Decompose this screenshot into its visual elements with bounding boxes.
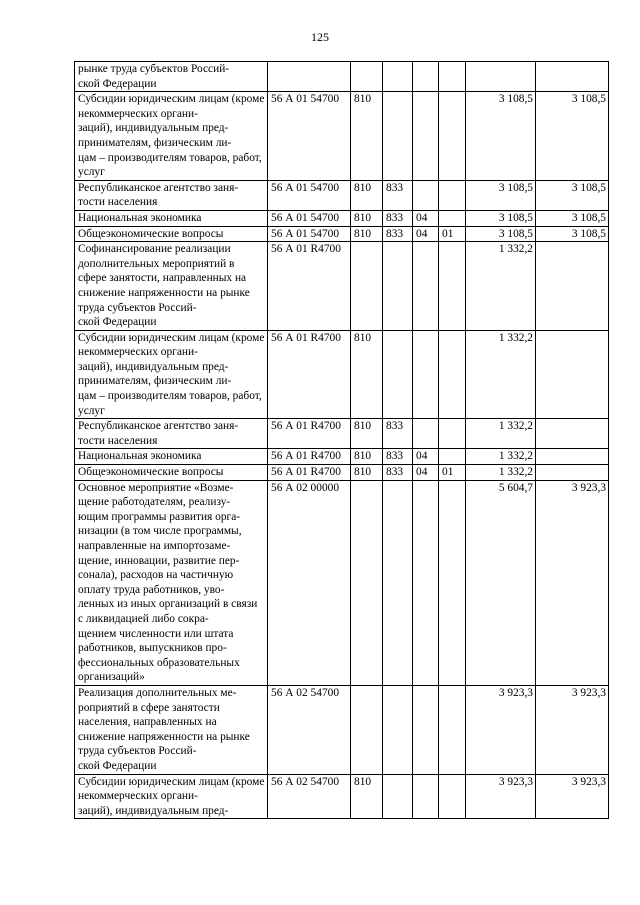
amount-year1-cell: 1 332,2 [466,465,536,481]
ministry-code-cell: 810 [351,465,383,481]
expense-type-cell [439,449,466,465]
target-article-cell [268,62,351,92]
section-code-cell: 833 [383,226,413,242]
expense-type-cell [439,242,466,331]
section-code-cell [383,62,413,92]
amount-year2-cell [536,465,609,481]
amount-year1-cell: 1 332,2 [466,419,536,449]
subsection-code-cell [413,330,439,419]
amount-year2-cell: 3 923,3 [536,774,609,819]
expense-type-cell [439,330,466,419]
amount-year1-cell: 3 923,3 [466,685,536,774]
table-row [75,330,609,419]
row-name-cell: Основное мероприятие «Возме- щение работодателям, реализу- ющим программы развития орга- низации (в том числе программы, направленные на импортозаме- щение, инновации, развитие пер- сонала), расходов на частичную оплату труда работников, уво- ленных из иных организаций в связи с ликвидацией либо сокра- щением численности или штата работников, выпускников про- фессиональных образовательных организаций» [75,480,268,685]
section-code-cell [383,242,413,331]
ministry-code-cell [351,685,383,774]
row-name-cell: Субсидии юридическим лицам (кроме некоммерческих органи- заций), индивидуальным пред- принимателям, физическим ли- цам – производителям товаров, работ, услуг [75,330,268,419]
subsection-code-cell [413,62,439,92]
ministry-code-cell: 810 [351,449,383,465]
table-row [75,210,609,226]
amount-year2-cell: 3 108,5 [536,92,609,181]
subsection-code-cell [413,685,439,774]
section-code-cell: 833 [383,419,413,449]
expense-type-cell [439,685,466,774]
section-code-cell: 833 [383,465,413,481]
amount-year1-cell: 1 332,2 [466,449,536,465]
amount-year2-cell [536,242,609,331]
table-row [75,685,609,774]
table-row [75,180,609,210]
expense-type-cell [439,180,466,210]
subsection-code-cell: 04 [413,226,439,242]
row-name-cell: Национальная экономика [75,210,268,226]
table-row [75,226,609,242]
amount-year1-cell: 3 108,5 [466,180,536,210]
amount-year1-cell: 1 332,2 [466,242,536,331]
target-article-cell: 56 А 01 54700 [268,226,351,242]
section-code-cell: 833 [383,210,413,226]
amount-year2-cell: 3 923,3 [536,480,609,685]
row-name-cell: Реализация дополнительных ме- роприятий в сфере занятости населения, направленных на снижение напряженности на рынке труда субъектов Россий- ской Федерации [75,685,268,774]
section-code-cell [383,92,413,181]
subsection-code-cell: 04 [413,449,439,465]
row-name-cell: Субсидии юридическим лицам (кроме некоммерческих органи- заций), индивидуальным пред- [75,774,268,819]
table-row [75,774,609,819]
ministry-code-cell: 810 [351,180,383,210]
table-row [75,449,609,465]
amount-year2-cell [536,62,609,92]
amount-year2-cell: 3 108,5 [536,210,609,226]
subsection-code-cell: 04 [413,465,439,481]
subsection-code-cell [413,480,439,685]
amount-year2-cell: 3 108,5 [536,180,609,210]
amount-year1-cell: 1 332,2 [466,330,536,419]
expense-type-cell [439,92,466,181]
row-name-cell: Республиканское агентство заня- тости населения [75,419,268,449]
target-article-cell: 56 А 01 54700 [268,180,351,210]
ministry-code-cell: 810 [351,330,383,419]
amount-year1-cell [466,62,536,92]
amount-year1-cell: 3 108,5 [466,92,536,181]
amount-year2-cell [536,419,609,449]
table-row [75,62,609,92]
subsection-code-cell [413,92,439,181]
target-article-cell: 56 А 01 R4700 [268,242,351,331]
table-row [75,465,609,481]
section-code-cell [383,330,413,419]
ministry-code-cell: 810 [351,210,383,226]
subsection-code-cell: 04 [413,210,439,226]
ministry-code-cell [351,242,383,331]
amount-year2-cell [536,449,609,465]
target-article-cell: 56 А 02 54700 [268,685,351,774]
target-article-cell: 56 А 01 R4700 [268,465,351,481]
expense-type-cell: 01 [439,226,466,242]
row-name-cell: Республиканское агентство заня- тости населения [75,180,268,210]
section-code-cell [383,774,413,819]
target-article-cell: 56 А 01 R4700 [268,330,351,419]
section-code-cell: 833 [383,180,413,210]
expense-type-cell [439,210,466,226]
table-row [75,419,609,449]
ministry-code-cell [351,62,383,92]
subsection-code-cell [413,419,439,449]
row-name-cell: Софинансирование реализации дополнительных мероприятий в сфере занятости, направленных на снижение напряженности на рынке труда субъектов Россий- ской Федерации [75,242,268,331]
budget-table [74,61,609,819]
page-number: 125 [311,30,329,44]
expense-type-cell [439,774,466,819]
amount-year1-cell: 3 923,3 [466,774,536,819]
section-code-cell [383,685,413,774]
subsection-code-cell [413,242,439,331]
expense-type-cell [439,419,466,449]
subsection-code-cell [413,774,439,819]
row-name-cell: Национальная экономика [75,449,268,465]
row-name-cell: рынке труда субъектов Россий- ской Федерации [75,62,268,92]
amount-year2-cell [536,330,609,419]
table-row [75,242,609,331]
table-row [75,92,609,181]
target-article-cell: 56 А 02 54700 [268,774,351,819]
target-article-cell: 56 А 01 R4700 [268,419,351,449]
amount-year1-cell: 3 108,5 [466,210,536,226]
row-name-cell: Общеэкономические вопросы [75,226,268,242]
row-name-cell: Субсидии юридическим лицам (кроме некоммерческих органи- заций), индивидуальным пред- принимателям, физическим ли- цам – производителям товаров, работ, услуг [75,92,268,181]
target-article-cell: 56 А 02 00000 [268,480,351,685]
expense-type-cell [439,62,466,92]
target-article-cell: 56 А 01 54700 [268,210,351,226]
amount-year1-cell: 3 108,5 [466,226,536,242]
target-article-cell: 56 А 01 54700 [268,92,351,181]
section-code-cell: 833 [383,449,413,465]
table-body [75,62,609,819]
section-code-cell [383,480,413,685]
amount-year2-cell: 3 108,5 [536,226,609,242]
table-row [75,480,609,685]
expense-type-cell: 01 [439,465,466,481]
ministry-code-cell: 810 [351,226,383,242]
subsection-code-cell [413,180,439,210]
ministry-code-cell [351,480,383,685]
ministry-code-cell: 810 [351,774,383,819]
ministry-code-cell: 810 [351,419,383,449]
row-name-cell: Общеэкономические вопросы [75,465,268,481]
ministry-code-cell: 810 [351,92,383,181]
target-article-cell: 56 А 01 R4700 [268,449,351,465]
amount-year1-cell: 5 604,7 [466,480,536,685]
amount-year2-cell: 3 923,3 [536,685,609,774]
expense-type-cell [439,480,466,685]
